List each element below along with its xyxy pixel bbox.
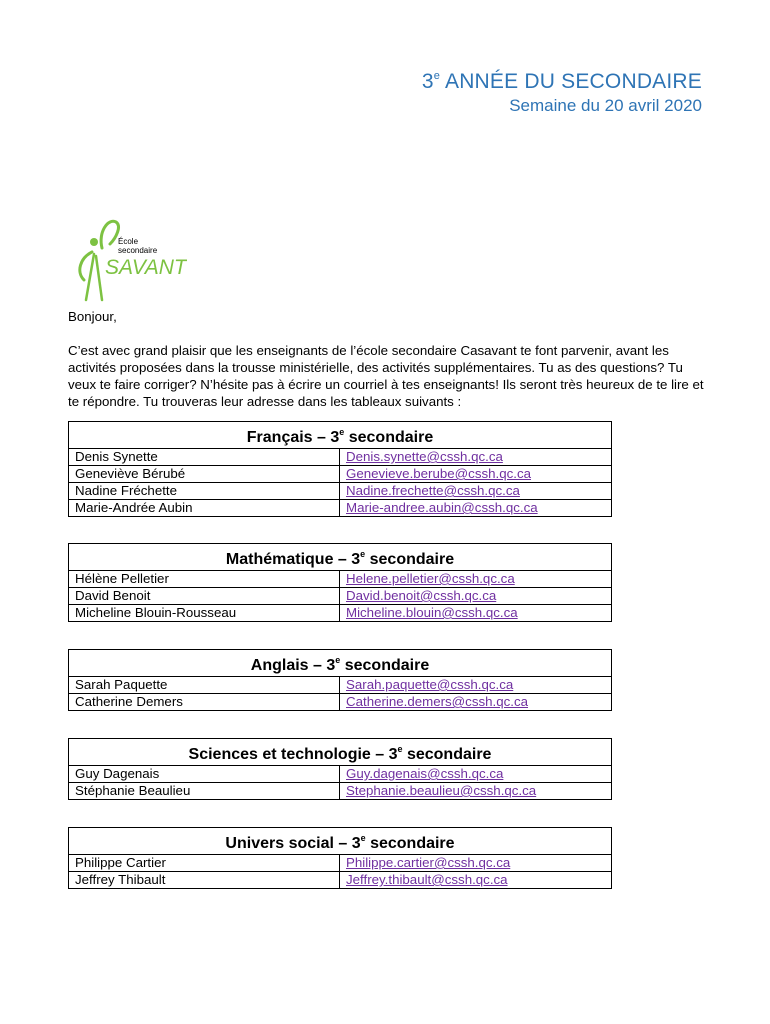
table-row <box>69 872 612 889</box>
teacher-name: Micheline Blouin-Rousseau <box>69 605 340 622</box>
table-row <box>69 855 612 872</box>
email-link[interactable]: Catherine.demers@cssh.qc.ca <box>346 694 529 709</box>
table-row <box>69 677 612 694</box>
teacher-name: Jeffrey Thibault <box>69 872 340 889</box>
email-link[interactable]: Nadine.frechette@cssh.qc.ca <box>346 483 520 498</box>
email-link[interactable]: Genevieve.berube@cssh.qc.ca <box>346 466 531 481</box>
table-row <box>69 783 612 800</box>
table-row <box>69 466 612 483</box>
table-row <box>69 571 612 588</box>
teacher-name: Nadine Fréchette <box>69 483 340 500</box>
logo-text-ecole: École <box>118 237 139 246</box>
teacher-name: Denis Synette <box>69 449 340 466</box>
table-sciences <box>68 738 612 800</box>
table-row <box>69 766 612 783</box>
table-heading: Mathématique – 3e secondaire <box>69 544 612 571</box>
school-logo <box>72 214 187 306</box>
greeting: Bonjour, <box>68 309 117 324</box>
table-mathematique <box>68 543 612 622</box>
table-anglais <box>68 649 612 711</box>
teacher-name: Sarah Paquette <box>69 677 340 694</box>
email-link[interactable]: Stephanie.beaulieu@cssh.qc.ca <box>346 783 537 798</box>
document-header <box>422 63 702 117</box>
logo-head-dot <box>90 238 98 246</box>
teacher-name: Philippe Cartier <box>69 855 340 872</box>
teacher-name: Geneviève Bérubé <box>69 466 340 483</box>
teacher-name: Stéphanie Beaulieu <box>69 783 340 800</box>
email-link[interactable]: Helene.pelletier@cssh.qc.ca <box>346 571 515 586</box>
logo-text-savant: SAVANT <box>105 256 187 279</box>
intro-text <box>68 308 708 410</box>
teacher-name: Guy Dagenais <box>69 766 340 783</box>
page-subtitle: Semaine du 20 avril 2020 <box>509 96 702 115</box>
table-heading: Sciences et technologie – 3e secondaire <box>69 739 612 766</box>
table-row <box>69 483 612 500</box>
logo-text-secondaire: secondaire <box>118 246 158 255</box>
email-link[interactable]: Denis.synette@cssh.qc.ca <box>346 449 503 464</box>
logo-swoosh <box>101 221 118 248</box>
email-link[interactable]: David.benoit@cssh.qc.ca <box>346 588 497 603</box>
table-heading: Français – 3e secondaire <box>69 422 612 449</box>
email-link[interactable]: Marie-andree.aubin@cssh.qc.ca <box>346 500 538 515</box>
teacher-name: Marie-Andrée Aubin <box>69 500 340 517</box>
email-link[interactable]: Micheline.blouin@cssh.qc.ca <box>346 605 518 620</box>
table-row <box>69 500 612 517</box>
email-link[interactable]: Jeffrey.thibault@cssh.qc.ca <box>346 872 508 887</box>
table-row <box>69 588 612 605</box>
table-row <box>69 605 612 622</box>
email-link[interactable]: Philippe.cartier@cssh.qc.ca <box>346 855 511 870</box>
email-link[interactable]: Guy.dagenais@cssh.qc.ca <box>346 766 504 781</box>
title-superscript: e <box>433 70 441 82</box>
intro-paragraph: C’est avec grand plaisir que les enseignants de l’école secondaire Casavant te font parvenir, avant les activités proposées dans la trousse ministérielle, des activités supplémentaires. Tu as des questions? Tu veux te faire corriger? N’hésite pas à écrire un courriel à tes enseignants! Ils seront très heureux de te lire et te répondre. Tu trouveras leur adresse dans les tableaux suivants : <box>68 343 704 409</box>
page-title <box>422 63 702 95</box>
table-row <box>69 694 612 711</box>
teacher-name: Hélène Pelletier <box>69 571 340 588</box>
table-row <box>69 449 612 466</box>
table-heading: Univers social – 3e secondaire <box>69 828 612 855</box>
title-number: 3 <box>421 70 434 93</box>
table-heading: Anglais – 3e secondaire <box>69 650 612 677</box>
logo-leg-right <box>96 256 102 300</box>
table-francais <box>68 421 612 517</box>
email-link[interactable]: Sarah.paquette@cssh.qc.ca <box>346 677 514 692</box>
logo-leg-left <box>86 254 94 300</box>
table-univers-social <box>68 827 612 889</box>
teacher-name: Catherine Demers <box>69 694 340 711</box>
teacher-name: David Benoit <box>69 588 340 605</box>
title-text: ANNÉE DU SECONDAIRE <box>440 70 702 93</box>
